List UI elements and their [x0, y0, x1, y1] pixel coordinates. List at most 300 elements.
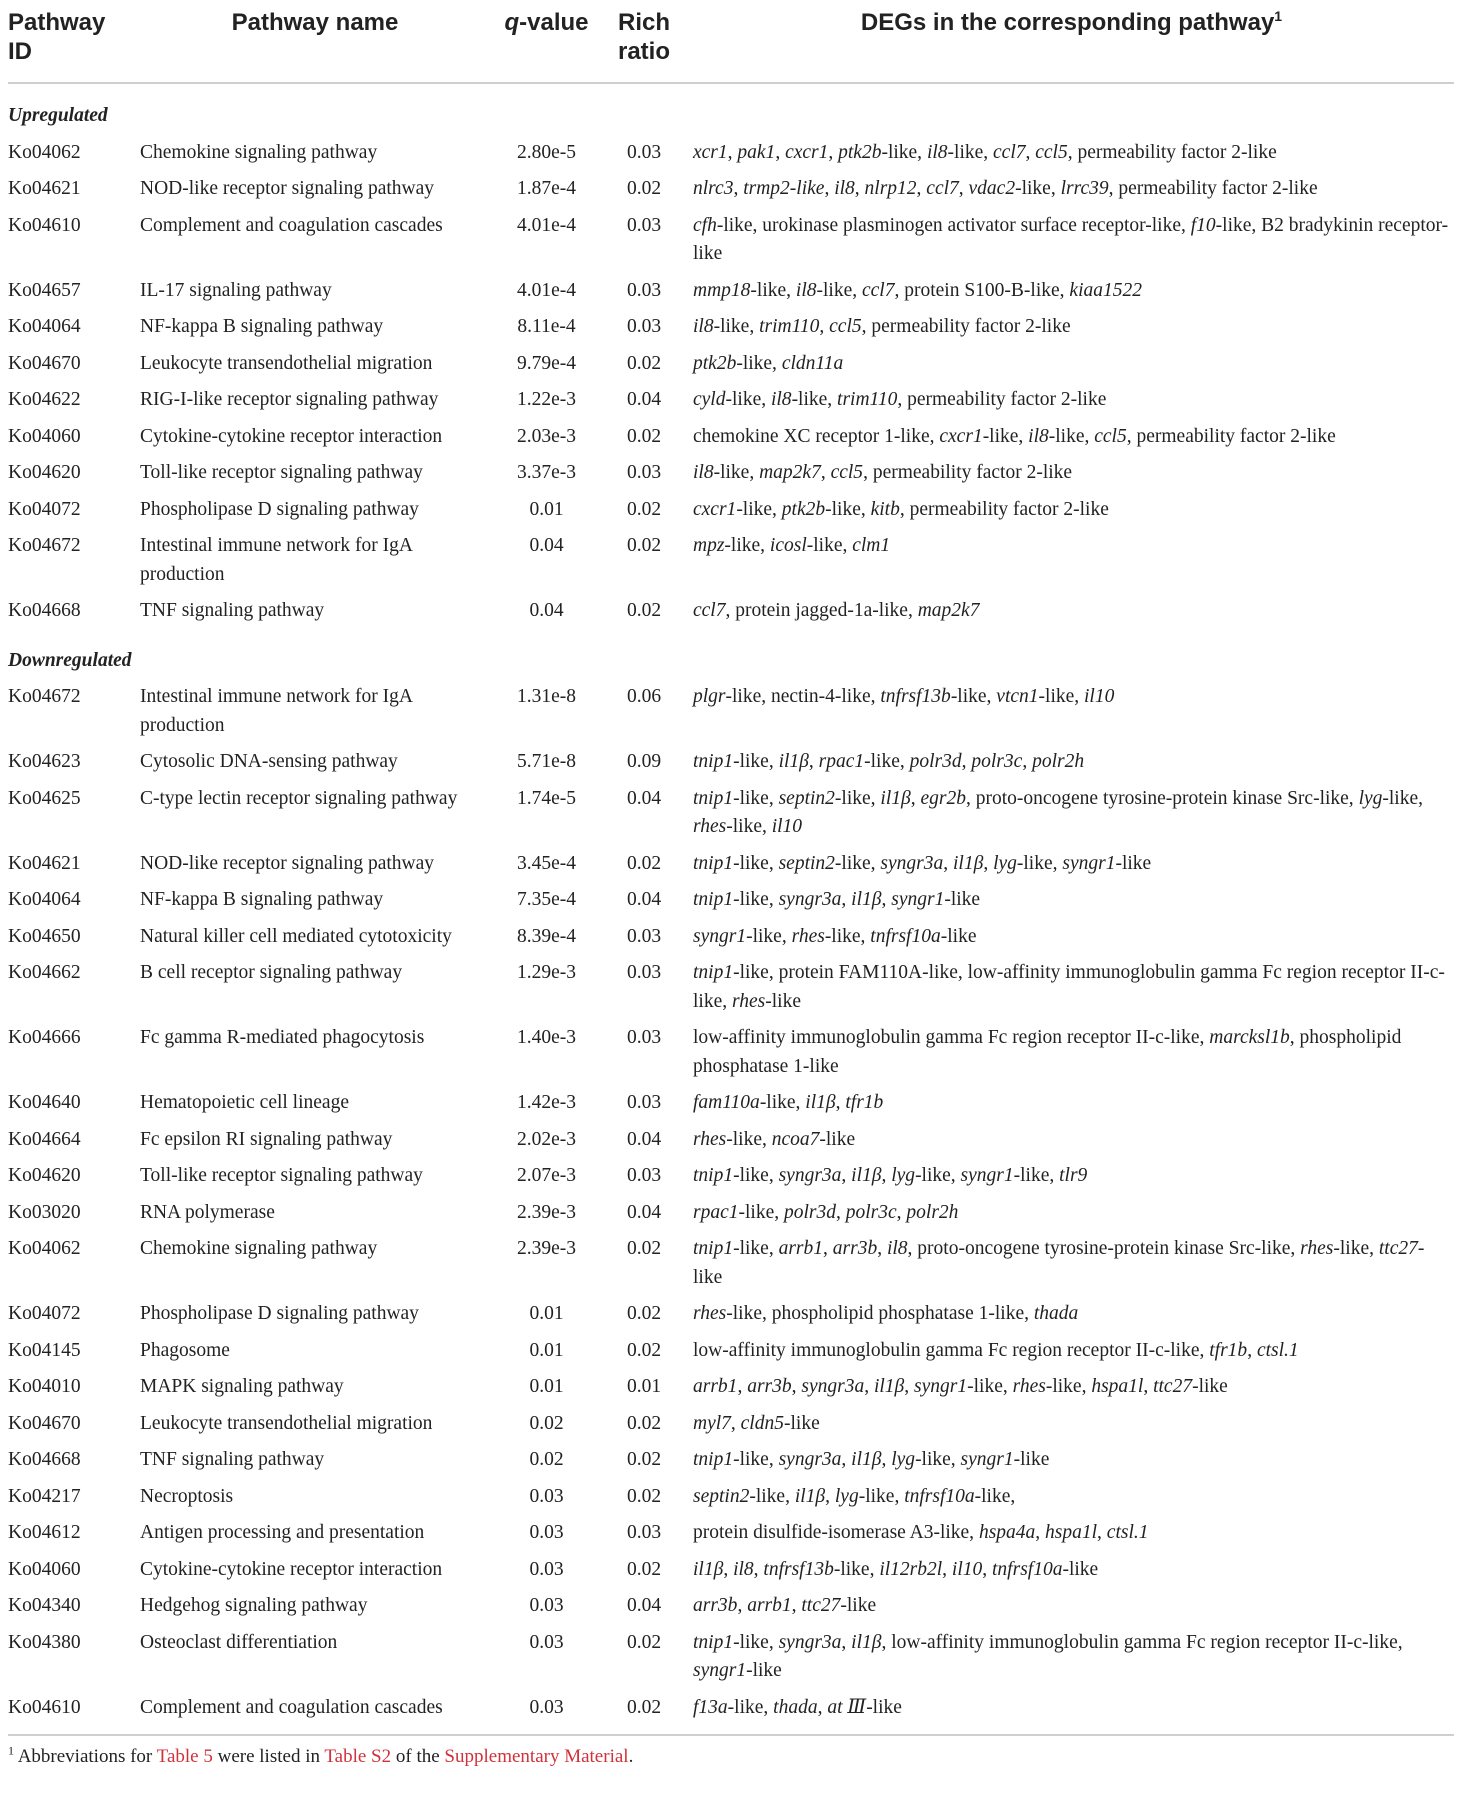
- pathway-name-cell: RNA polymerase: [140, 1201, 275, 1223]
- gene-text: -like,: [1038, 686, 1085, 707]
- q-value-cell: 2.03e-3: [516, 425, 577, 447]
- gene-name: rhes: [791, 925, 825, 947]
- gene-text: -like: [765, 990, 801, 1012]
- q-value-cell: 0.04: [529, 535, 564, 556]
- gene-name: rhes: [1012, 1376, 1046, 1397]
- gene-text: ,: [983, 852, 994, 874]
- gene-name: nlrc3: [693, 178, 734, 199]
- gene-text: -like,: [1382, 787, 1423, 809]
- header-q-rest: -value: [519, 9, 589, 36]
- degs-cell: [689, 1551, 1454, 1588]
- gene-text: -like, urokinase plasminogen activator surface receptor-like,: [716, 214, 1191, 236]
- gene-text: -like,: [759, 1092, 806, 1113]
- q-value-cell: 8.39e-4: [516, 925, 577, 947]
- table-row: [8, 1624, 1454, 1689]
- header-degs-footnote-mark: 1: [1274, 8, 1283, 24]
- gene-text: -like,: [806, 535, 853, 556]
- gene-name: syngr1: [960, 1449, 1014, 1470]
- gene-name: il8: [834, 178, 855, 199]
- rich-ratio-cell: 0.02: [626, 425, 662, 447]
- section-row: [8, 83, 1454, 134]
- q-value-cell: 3.37e-3: [516, 462, 577, 483]
- table-row: [8, 1478, 1454, 1515]
- pathway-id-cell: Ko04010: [8, 1376, 81, 1397]
- pathway-id-cell: Ko04670: [8, 352, 81, 374]
- table-row: [8, 308, 1454, 345]
- gene-name: il8: [733, 1558, 754, 1580]
- gene-text: ,: [854, 178, 865, 199]
- pathway-name-cell: NF-kappa B signaling pathway: [140, 889, 384, 910]
- gene-text: ,: [841, 1449, 852, 1470]
- gene-text: ,: [1035, 1522, 1046, 1543]
- pathway-id-cell: Ko04064: [8, 316, 81, 337]
- pathway-name-cell: Cytokine-cytokine receptor interaction: [140, 1558, 443, 1580]
- rich-ratio-cell: 0.03: [626, 141, 662, 163]
- gene-name: il1β: [880, 787, 911, 809]
- degs-cell: [689, 743, 1454, 780]
- pathway-id-cell: Ko04217: [8, 1485, 81, 1507]
- degs-cell: [689, 1368, 1454, 1405]
- rich-ratio-cell: 0.04: [626, 389, 662, 410]
- gene-text: -like: [866, 1696, 902, 1718]
- gene-text: -like,: [834, 852, 881, 874]
- gene-name: tnfrsf10a: [904, 1485, 975, 1507]
- q-value-cell: 2.07e-3: [516, 1165, 577, 1186]
- gene-name: nlrp12: [864, 178, 917, 199]
- gene-text: ,: [982, 1558, 993, 1580]
- gene-name: lyg: [1358, 787, 1383, 809]
- gene-text: ,: [881, 1449, 892, 1470]
- rich-ratio-cell: 0.02: [626, 1485, 662, 1507]
- gene-name: tlr9: [1059, 1165, 1088, 1186]
- gene-text: ,: [896, 1201, 907, 1223]
- q-value-cell: 1.31e-8: [516, 686, 577, 707]
- footnote-link-table5[interactable]: Table 5: [156, 1746, 213, 1767]
- footnote-mark: 1: [8, 1743, 14, 1758]
- q-value-cell: 1.74e-5: [516, 787, 577, 809]
- pathway-id-cell: Ko04672: [8, 535, 81, 556]
- degs-cell: [689, 1441, 1454, 1478]
- gene-name: syngr1: [1062, 852, 1116, 874]
- gene-name: tfr1b: [845, 1092, 884, 1113]
- gene-name: ccl7: [861, 279, 895, 301]
- gene-name: rpac1: [693, 1201, 739, 1223]
- gene-name: syngr3a: [778, 889, 842, 910]
- gene-name: rhes: [1300, 1238, 1334, 1259]
- gene-text: ,: [823, 1238, 833, 1259]
- gene-text: ,: [723, 1558, 734, 1580]
- gene-name: ttc27: [1378, 1238, 1418, 1259]
- pathway-name-cell: NOD-like receptor signaling pathway: [140, 852, 435, 874]
- gene-text: ,: [1143, 1376, 1154, 1397]
- gene-name: ncoa7: [771, 1128, 820, 1150]
- gene-text: , protein S100-B-like,: [894, 279, 1070, 301]
- q-value-cell: 2.80e-5: [516, 141, 577, 163]
- gene-name: ccl7: [926, 178, 959, 199]
- gene-text: -like,: [733, 751, 779, 772]
- gene-text: , protein jagged-1a-like,: [725, 600, 918, 621]
- gene-name: ccl5: [1035, 141, 1068, 163]
- q-value-cell: 0.01: [529, 1303, 564, 1324]
- rich-ratio-cell: 0.03: [626, 462, 662, 483]
- gene-text: ,: [753, 1558, 764, 1580]
- gene-text: ,: [733, 178, 744, 199]
- gene-name: arrb1: [747, 1595, 792, 1616]
- rich-ratio-cell: 0.04: [626, 1595, 662, 1616]
- gene-name: syngr3a: [778, 1165, 842, 1186]
- degs-cell: [689, 170, 1454, 207]
- table-row: [8, 1514, 1454, 1551]
- gene-text: -like,: [733, 889, 779, 910]
- gene-name: hspa4a: [978, 1522, 1036, 1543]
- table-row: [8, 780, 1454, 845]
- gene-text: -like,: [733, 852, 779, 874]
- rich-ratio-cell: 0.03: [626, 1092, 662, 1113]
- gene-name: plgr: [693, 686, 726, 707]
- q-value-cell: 1.29e-3: [516, 962, 577, 983]
- gene-name: il1β: [953, 852, 984, 874]
- gene-name: lyg: [834, 1485, 859, 1507]
- gene-name: il1β: [805, 1092, 836, 1113]
- pathway-name-cell: Complement and coagulation cascades: [140, 214, 443, 236]
- header-rich-ratio: Rich ratio: [599, 0, 689, 83]
- pathway-name-cell: Chemokine signaling pathway: [140, 141, 378, 163]
- gene-name: clm1: [852, 535, 891, 556]
- gene-name: ttc27: [801, 1595, 841, 1616]
- gene-text: -like,: [726, 1128, 772, 1150]
- gene-name: polr3d: [783, 1201, 836, 1223]
- gene-text: -like,: [1333, 1238, 1379, 1259]
- gene-name: ccl5: [829, 316, 862, 337]
- pathway-name-cell: Toll-like receptor signaling pathway: [140, 1165, 423, 1186]
- rich-ratio-cell: 0.02: [626, 1339, 662, 1361]
- gene-name: tnip1: [693, 751, 734, 772]
- rich-ratio-cell: 0.03: [626, 214, 662, 236]
- degs-cell: [689, 954, 1454, 1019]
- pathway-id-cell: Ko04662: [8, 962, 81, 983]
- rich-ratio-cell: 0.03: [626, 1165, 662, 1186]
- rich-ratio-cell: 0.03: [626, 316, 662, 337]
- gene-text: -like,: [824, 925, 871, 947]
- gene-text: ,: [881, 1165, 892, 1186]
- gene-text: -like,: [733, 1238, 779, 1259]
- gene-name: cxcr1: [693, 498, 737, 520]
- gene-text: ,: [942, 1558, 952, 1580]
- table-row: [8, 454, 1454, 491]
- gene-name: ptk2b: [781, 498, 826, 520]
- q-value-cell: 1.87e-4: [516, 178, 577, 199]
- gene-name: tnip1: [693, 1165, 734, 1186]
- pathway-id-cell: Ko04620: [8, 462, 81, 483]
- gene-name: tfr1b: [1209, 1339, 1248, 1361]
- header-pathway-name: Pathway name: [136, 0, 494, 83]
- gene-name: myl7: [693, 1412, 731, 1434]
- gene-name: polr3d: [909, 751, 962, 772]
- gene-name: tnip1: [693, 787, 734, 809]
- table-row: [8, 134, 1454, 171]
- gene-text: ,: [828, 141, 839, 163]
- gene-name: tnip1: [693, 962, 734, 983]
- pathway-id-cell: Ko04668: [8, 600, 81, 621]
- degs-cell: [689, 918, 1454, 955]
- degs-cell: [689, 1084, 1454, 1121]
- gene-text: -like,: [834, 787, 881, 809]
- gene-text: ,: [727, 141, 738, 163]
- gene-text: -like,: [738, 1201, 784, 1223]
- gene-name: mpz: [693, 535, 725, 556]
- degs-cell: [689, 1689, 1454, 1735]
- gene-name: f13a: [693, 1696, 728, 1718]
- gene-text: -like,: [1016, 852, 1063, 874]
- pathway-id-cell: Ko04625: [8, 787, 81, 809]
- gene-text: -like,: [864, 751, 910, 772]
- gene-name: tnip1: [693, 1449, 734, 1470]
- table-row: [8, 272, 1454, 309]
- pathway-name-cell: Antigen processing and presentation: [140, 1522, 425, 1543]
- pathway-id-cell: Ko04062: [8, 141, 81, 163]
- gene-name: tnfrsf10a: [992, 1558, 1063, 1580]
- gene-text: -like,: [1048, 425, 1095, 447]
- pathway-id-cell: Ko04610: [8, 1696, 81, 1718]
- gene-name: cldn5: [740, 1412, 784, 1434]
- gene-text: ,: [820, 462, 831, 483]
- q-value-cell: 0.03: [529, 1696, 564, 1718]
- table-row: [8, 592, 1454, 629]
- table-row: [8, 345, 1454, 382]
- table-row: [8, 170, 1454, 207]
- pathway-id-cell: Ko04650: [8, 925, 81, 947]
- gene-text: -like: [940, 925, 977, 947]
- pathway-name-cell: Fc epsilon RI signaling pathway: [140, 1128, 393, 1150]
- gene-name: ccl7: [693, 600, 726, 621]
- gene-name: cfh: [693, 214, 717, 236]
- q-value-cell: 0.02: [529, 1449, 564, 1470]
- gene-text: -like,: [724, 535, 770, 556]
- gene-text: -like,: [725, 389, 771, 410]
- gene-name: trim110: [837, 389, 898, 410]
- q-value-cell: 0.03: [529, 1631, 564, 1653]
- q-value-cell: 0.01: [529, 498, 564, 520]
- gene-text: -like,: [858, 1485, 905, 1507]
- gene-name: rhes: [693, 1128, 727, 1150]
- gene-name: vtcn1: [996, 686, 1039, 707]
- rich-ratio-cell: 0.03: [626, 962, 662, 983]
- gene-name: trmp2-like: [743, 178, 825, 199]
- gene-text: , permeability factor 2-like: [897, 389, 1107, 410]
- gene-name: il8: [886, 1238, 908, 1259]
- q-value-cell: 0.03: [529, 1558, 564, 1580]
- gene-name: syngr1: [891, 889, 945, 910]
- gene-text: low-affinity immunoglobulin gamma Fc region receptor II-c-like,: [693, 1027, 1210, 1048]
- pathway-id-cell: Ko04621: [8, 852, 81, 874]
- table-row: [8, 1689, 1454, 1735]
- degs-cell: [689, 1514, 1454, 1551]
- table-row: [8, 1332, 1454, 1369]
- gene-name: il12rb2l: [879, 1558, 943, 1580]
- q-value-cell: 7.35e-4: [516, 889, 577, 910]
- gene-text: -like: [746, 1660, 782, 1681]
- gene-name: kitb: [870, 498, 900, 520]
- pathway-name-cell: NF-kappa B signaling pathway: [140, 316, 384, 337]
- q-value-cell: 9.79e-4: [516, 352, 577, 374]
- footnote-link-supplementary[interactable]: Supplementary Material: [444, 1746, 629, 1767]
- table-row: [8, 491, 1454, 528]
- gene-name: lyg: [891, 1165, 916, 1186]
- gene-name: ccl7: [993, 141, 1026, 163]
- pathway-name-cell: Toll-like receptor signaling pathway: [140, 462, 423, 483]
- rich-ratio-cell: 0.02: [626, 600, 662, 621]
- gene-text: -like: [1062, 1558, 1099, 1580]
- q-value-cell: 0.02: [529, 1412, 564, 1434]
- pathway-id-cell: Ko04060: [8, 425, 81, 447]
- gene-text: , permeability factor 2-like: [863, 462, 1073, 483]
- degs-cell: [689, 454, 1454, 491]
- degs-cell: [689, 1624, 1454, 1689]
- gene-name: lyg: [993, 852, 1017, 874]
- gene-text: -like,: [746, 925, 792, 947]
- degs-cell: [689, 527, 1454, 592]
- gene-text: -like,: [733, 1631, 779, 1653]
- gene-text: -like,: [733, 1449, 779, 1470]
- gene-name: ctsl.1: [1256, 1339, 1299, 1361]
- gene-name: rhes: [732, 990, 766, 1012]
- rich-ratio-cell: 0.06: [626, 686, 662, 707]
- gene-text: , permeability factor 2-like: [1126, 425, 1336, 447]
- degs-cell: [689, 1019, 1454, 1084]
- gene-name: ctsl.1: [1106, 1522, 1149, 1543]
- q-value-cell: 0.03: [529, 1522, 564, 1543]
- gene-name: il8: [693, 462, 714, 483]
- gene-text: ,: [916, 178, 927, 199]
- gene-text: ,: [904, 1376, 915, 1397]
- pathway-id-cell: Ko04062: [8, 1238, 81, 1259]
- gene-name: arrb1: [778, 1238, 824, 1259]
- table-row: [8, 1019, 1454, 1084]
- pathway-name-cell: Cytokine-cytokine receptor interaction: [140, 425, 443, 447]
- gene-text: -like: [693, 1238, 1425, 1288]
- gene-name: thada: [1033, 1303, 1079, 1324]
- degs-cell: [689, 1295, 1454, 1332]
- q-value-cell: 2.02e-3: [516, 1128, 577, 1150]
- gene-name: septin2: [693, 1485, 750, 1507]
- pathway-id-cell: Ko04668: [8, 1449, 81, 1470]
- gene-name: egr2b: [920, 787, 966, 809]
- gene-text: -like,: [791, 389, 838, 410]
- gene-text: , permeability factor 2-like: [899, 498, 1109, 520]
- degs-cell: [689, 272, 1454, 309]
- pathway-name-cell: Leukocyte transendothelial migration: [140, 1412, 433, 1434]
- gene-name: ptk2b: [693, 352, 737, 374]
- gene-name: hspa1l: [1045, 1522, 1098, 1543]
- gene-name: tnfrsf10a: [870, 925, 941, 947]
- gene-name: thada: [773, 1696, 818, 1718]
- pathway-id-cell: Ko04612: [8, 1522, 81, 1543]
- gene-text: , proto-oncogene tyrosine-protein kinase Src-like,: [907, 1238, 1301, 1259]
- gene-text: -like, protein FAM110A-like, low-affinity immunoglobulin gamma Fc region receptor II-c-like,: [693, 962, 1445, 1012]
- gene-name: map2k7: [759, 462, 821, 483]
- q-value-cell: 1.40e-3: [516, 1027, 577, 1048]
- rich-ratio-cell: 0.03: [626, 279, 662, 301]
- gene-text: ,: [775, 141, 786, 163]
- table-row: [8, 207, 1454, 272]
- pathway-id-cell: Ko04620: [8, 1165, 81, 1186]
- table-row: [8, 918, 1454, 955]
- pathway-id-cell: Ko04640: [8, 1092, 81, 1113]
- gene-text: ,: [791, 1376, 802, 1397]
- pathway-name-cell: Complement and coagulation cascades: [140, 1696, 443, 1718]
- rich-ratio-cell: 0.03: [626, 925, 662, 947]
- gene-text: ,: [730, 1412, 741, 1434]
- gene-text: -like,: [833, 1558, 880, 1580]
- table-row: [8, 1441, 1454, 1478]
- pathway-id-cell: Ko04060: [8, 1558, 81, 1580]
- pathway-name-cell: TNF signaling pathway: [140, 1449, 325, 1470]
- gene-text: -like,: [967, 1376, 1013, 1397]
- gene-text: , permeability factor 2-like: [1067, 141, 1277, 163]
- q-value-cell: 0.01: [529, 1339, 564, 1361]
- gene-name: polr2h: [1032, 751, 1085, 772]
- gene-name: arr3b: [832, 1238, 878, 1259]
- degs-cell: [689, 780, 1454, 845]
- gene-text: -like,: [726, 816, 772, 837]
- gene-name: polr3c: [845, 1201, 897, 1223]
- degs-cell: [689, 1478, 1454, 1515]
- pathway-name-cell: Phospholipase D signaling pathway: [140, 498, 419, 520]
- gene-text: -like: [819, 1128, 856, 1150]
- degs-cell: [689, 345, 1454, 382]
- pathway-name-cell: Fc gamma R-mediated phagocytosis: [140, 1027, 425, 1048]
- rich-ratio-cell: 0.02: [626, 1303, 662, 1324]
- q-value-cell: 4.01e-4: [516, 214, 577, 236]
- table-row: [8, 1194, 1454, 1231]
- gene-name: il1β: [873, 1376, 905, 1397]
- gene-text: ,: [835, 1092, 846, 1113]
- pathway-id-cell: Ko04623: [8, 751, 81, 772]
- gene-name: syngr3a: [778, 1449, 842, 1470]
- gene-text: -like,: [727, 1696, 774, 1718]
- degs-cell: [689, 881, 1454, 918]
- pathway-name-cell: Leukocyte transendothelial migration: [140, 352, 433, 374]
- footnote-link-tableS2[interactable]: Table S2: [324, 1746, 392, 1767]
- table-row: [8, 954, 1454, 1019]
- gene-text: ,: [737, 1376, 748, 1397]
- gene-name: il1β: [851, 889, 882, 910]
- gene-text: ,: [943, 852, 953, 874]
- footnote-text-3: of the: [391, 1746, 445, 1767]
- degs-cell: [689, 134, 1454, 171]
- pathway-id-cell: Ko04670: [8, 1412, 81, 1434]
- q-value-cell: 0.03: [529, 1595, 564, 1616]
- gene-text: -like,: [982, 425, 1029, 447]
- gene-name: il1β: [693, 1558, 724, 1580]
- pathway-name-cell: Natural killer cell mediated cytotoxicity: [140, 925, 452, 947]
- rich-ratio-cell: 0.02: [626, 352, 662, 374]
- gene-text: ,: [910, 787, 921, 809]
- table-row: [8, 845, 1454, 882]
- gene-name: rpac1: [818, 751, 865, 772]
- gene-name: tnip1: [693, 889, 734, 910]
- section-label: Downregulated: [8, 649, 132, 671]
- gene-name: syngr1: [914, 1376, 968, 1397]
- gene-name: arr3b: [693, 1595, 738, 1616]
- q-value-cell: 2.39e-3: [516, 1238, 577, 1259]
- degs-cell: [689, 1194, 1454, 1231]
- table-row: [8, 1230, 1454, 1295]
- gene-name: il10: [951, 1558, 983, 1580]
- gene-name: cxcr1: [785, 141, 829, 163]
- rich-ratio-cell: 0.04: [626, 787, 662, 809]
- degs-cell: [689, 678, 1454, 743]
